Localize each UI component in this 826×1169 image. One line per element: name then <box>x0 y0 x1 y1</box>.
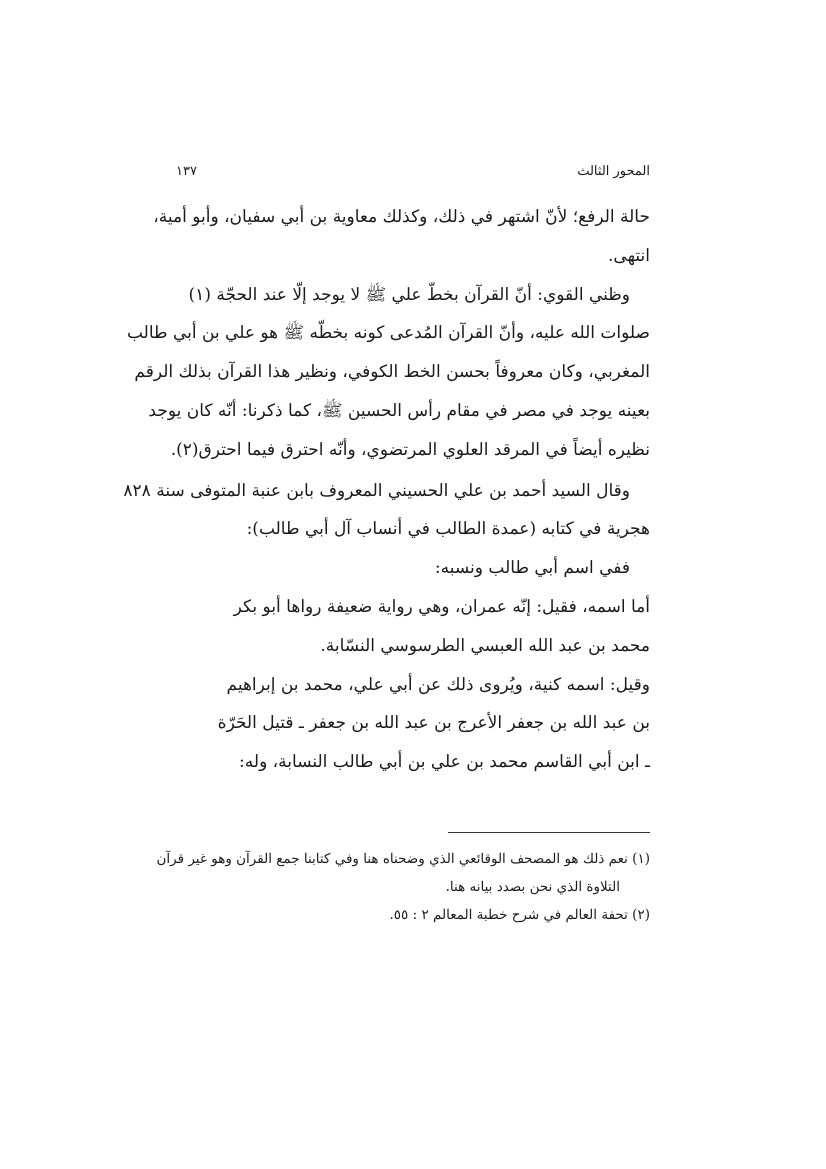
footnote-separator <box>448 832 650 833</box>
page-header <box>176 164 650 186</box>
text-line: المغربي، وكان معروفاً بحسن الخط الكوفي، ونظير هذا القرآن بذلك الرقم <box>134 362 650 383</box>
running-title: المحور الثالث <box>577 164 650 179</box>
text-line: محمد بن عبد الله العبسي الطرسوسي النسّابة. <box>320 635 650 656</box>
footnote-1: (١) نعم ذلك هو المصحف الوقائعي الذي وضحناه هنا وفي كتابنا جمع القرآن وهو غير قرآن <box>156 851 650 867</box>
main-text <box>123 198 650 782</box>
footnote-1-continued: التلاوة الذي نحن بصدد بيانه هنا. <box>445 879 620 895</box>
text-line: صلوات الله عليه، وأنّ القرآن المُدعى كونه بخطّه ﷺ هو علي بن أبي طالب <box>126 323 650 344</box>
text-line: حالة الرفع؛ لأنّ اشتهر في ذلك، وكذلك معاوية بن أبي سفيان، وأبو أمية، <box>153 207 650 227</box>
text-line: ـ ابن أبي القاسم محمد بن علي بن أبي طالب النسابة، وله: <box>239 752 650 773</box>
page-number: ١٣٧ <box>176 164 197 179</box>
text-line: وقال السيد أحمد بن علي الحسيني المعروف بابن عنبة المتوفى سنة ٨٢٨ <box>123 480 630 501</box>
footnotes <box>156 845 650 929</box>
text-line: انتهى. <box>608 245 650 266</box>
text-line: أما اسمه، فقيل: إنّه عمران، وهي رواية ضعيفة رواها أبو بكر <box>233 596 650 617</box>
footnote-2: (٢) تحفة العالم في شرح خطبة المعالم ٢ : ٥٥. <box>389 907 650 923</box>
text-line: هجرية في كتابه (عمدة الطالب في أنساب آل أبي طالب): <box>246 519 650 540</box>
text-line: بن عبد الله بن جعفر الأعرج بن عبد الله بن جعفر ـ قتيل الحَرّة <box>217 713 650 734</box>
text-line: نظيره أيضاً في المرقد العلوي المرتضوي، وأنّه احترق فيما احترق(٢). <box>170 439 650 460</box>
text-line: ففي اسم أبي طالب ونسبه: <box>434 558 630 579</box>
text-line: بعينه يوجد في مصر في مقام رأس الحسين ﷺ، كما ذكرنا: أنّه كان يوجد <box>148 400 650 421</box>
text-line: وظني القوي: أنّ القرآن بخطّ علي ﷺ لا يوجد إلّا عند الحجّة (١) <box>188 284 630 305</box>
text-line: وقيل: اسمه كنية، ويُروى ذلك عن أبي علي، محمد بن إبراهيم <box>226 674 650 695</box>
